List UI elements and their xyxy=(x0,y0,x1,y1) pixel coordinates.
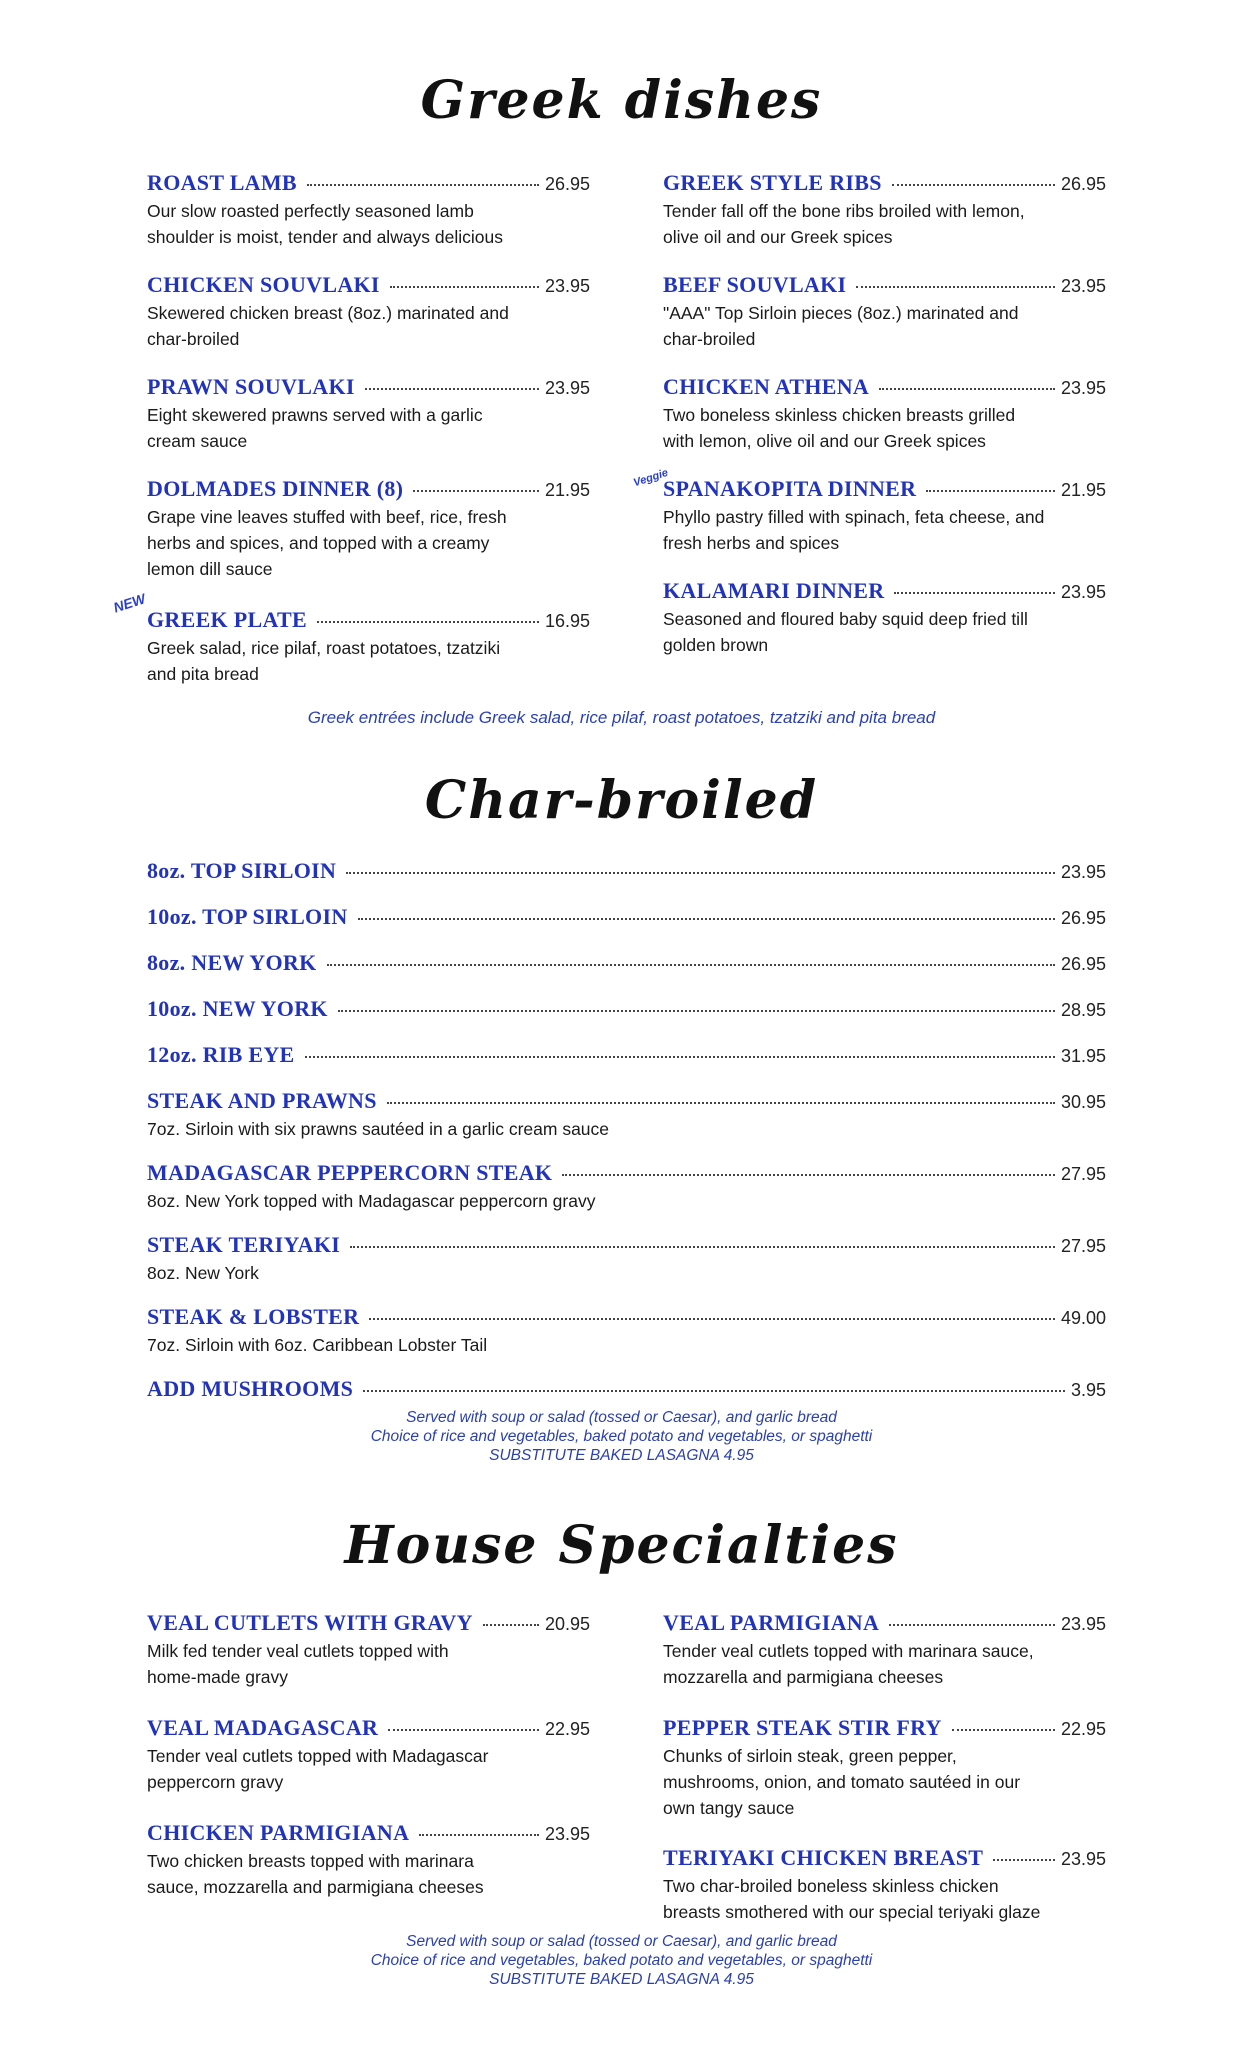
menu-item-price: 26.95 xyxy=(1060,954,1106,974)
dot-leader xyxy=(889,1624,1055,1626)
menu-item-description: 8oz. New York topped with Madagascar peppercorn gravy xyxy=(147,1191,596,1211)
greek-note: Greek entrées include Greek salad, rice pilaf, roast potatoes, tzatziki and pita bread xyxy=(307,708,936,727)
menu-item-header xyxy=(663,272,1106,298)
menu-item xyxy=(147,1088,1106,1142)
menu-item-description: "AAA" Top Sirloin pieces (8oz.) marinated and xyxy=(663,303,1019,323)
menu-item xyxy=(147,996,1106,1022)
dot-leader xyxy=(856,286,1055,288)
menu-item-header xyxy=(147,170,590,196)
menu-item-name: KALAMARI DINNER xyxy=(663,578,885,603)
menu-item-name: CHICKEN PARMIGIANA xyxy=(147,1820,410,1845)
dot-leader xyxy=(419,1834,539,1836)
dot-leader xyxy=(993,1859,1055,1861)
menu-item xyxy=(663,1715,1106,1821)
menu-item xyxy=(147,1820,590,1900)
menu-item-description: cream sauce xyxy=(147,431,248,451)
menu-item-price: 26.95 xyxy=(544,174,590,194)
dot-leader xyxy=(413,490,539,492)
menu-item-description: peppercorn gravy xyxy=(147,1772,284,1792)
menu-item-header xyxy=(663,578,1106,604)
dot-leader xyxy=(338,1010,1055,1012)
menu-item-header xyxy=(663,476,1106,502)
menu-item-price: 27.95 xyxy=(1060,1164,1106,1184)
menu-item-name: 12oz. RIB EYE xyxy=(147,1042,295,1067)
dot-leader xyxy=(369,1318,1055,1320)
menu-item-price: 23.95 xyxy=(544,378,590,398)
menu-item-name: TERIYAKI CHICKEN BREAST xyxy=(663,1845,984,1870)
menu-item-name: 8oz. NEW YORK xyxy=(147,950,317,975)
menu-item xyxy=(147,1304,1106,1358)
dot-leader xyxy=(894,592,1055,594)
menu-item-description: sauce, mozzarella and parmigiana cheeses xyxy=(147,1877,484,1897)
menu-item xyxy=(632,466,1106,556)
menu-item-name: STEAK & LOBSTER xyxy=(147,1304,360,1329)
dot-leader xyxy=(952,1729,1055,1731)
greek-dishes-title: Greek dishes xyxy=(420,70,823,131)
menu-item-header xyxy=(147,374,590,400)
menu-item-header xyxy=(147,1232,1106,1258)
menu-item-description: Two chicken breasts topped with marinara xyxy=(147,1851,474,1871)
dot-leader xyxy=(879,388,1055,390)
menu-item xyxy=(147,950,1106,976)
char-broiled-note: Served with soup or salad (tossed or Caesar), and garlic bread Choice of rice and vegetables, baked potato and vegetables, or spaghetti SUBSTITUTE BAKED LASAGNA 4.95 xyxy=(370,1409,873,1464)
menu-item-header xyxy=(147,1042,1106,1068)
menu-item xyxy=(147,1160,1106,1214)
menu-item-header xyxy=(147,1610,590,1636)
menu-item-description: mushrooms, onion, and tomato sautéed in our xyxy=(663,1772,1021,1792)
menu-item-description: olive oil and our Greek spices xyxy=(663,227,893,247)
menu-item-price: 30.95 xyxy=(1060,1092,1106,1112)
dot-leader xyxy=(363,1390,1065,1392)
menu-item-price: 23.95 xyxy=(544,1824,590,1844)
menu-item-name: 8oz. TOP SIRLOIN xyxy=(147,858,337,883)
menu-item-price: 26.95 xyxy=(1060,174,1106,194)
menu-item-header xyxy=(147,1304,1106,1330)
menu-item-description: Phyllo pastry filled with spinach, feta cheese, and xyxy=(663,507,1045,527)
menu-item-header xyxy=(147,1715,590,1741)
menu-item-description: Greek salad, rice pilaf, roast potatoes, tzatziki xyxy=(147,638,501,658)
menu-item-header xyxy=(147,476,590,502)
menu-item-price: 28.95 xyxy=(1060,1000,1106,1020)
menu-item-name: 10oz. TOP SIRLOIN xyxy=(147,904,348,929)
menu-item-name: PRAWN SOUVLAKI xyxy=(147,374,355,399)
menu-item-description: Seasoned and floured baby squid deep fried till xyxy=(663,609,1028,629)
menu-item xyxy=(147,1715,590,1795)
menu-item-price: 23.95 xyxy=(1060,276,1106,296)
menu-item xyxy=(147,170,590,250)
menu-item-description: shoulder is moist, tender and always delicious xyxy=(147,227,504,247)
menu-item xyxy=(111,590,590,687)
dot-leader xyxy=(483,1624,539,1626)
menu-item-name: SPANAKOPITA DINNER xyxy=(663,476,917,501)
menu-item-description: breasts smothered with our special teriyaki glaze xyxy=(663,1902,1041,1922)
dot-leader xyxy=(307,184,539,186)
menu-item-price: 23.95 xyxy=(1060,582,1106,602)
menu-item-name: VEAL CUTLETS WITH GRAVY xyxy=(147,1610,473,1635)
menu-item-description: Tender veal cutlets topped with Madagascar xyxy=(147,1746,489,1766)
menu-item-header xyxy=(147,1376,1106,1402)
menu-item-description: char-broiled xyxy=(147,329,240,349)
menu-item-description: mozzarella and parmigiana cheeses xyxy=(663,1667,944,1687)
menu-item xyxy=(147,904,1106,930)
menu-item-name: PEPPER STEAK STIR FRY xyxy=(663,1715,942,1740)
menu-item-header xyxy=(663,170,1106,196)
menu-item xyxy=(663,578,1106,658)
menu-item-description: 8oz. New York xyxy=(147,1263,259,1283)
dot-leader xyxy=(562,1174,1055,1176)
menu-item xyxy=(147,1042,1106,1068)
new-badge: NEW xyxy=(111,590,148,616)
dot-leader xyxy=(365,388,539,390)
menu-item-price: 23.95 xyxy=(1060,862,1106,882)
dot-leader xyxy=(327,964,1055,966)
menu-item-description: Two boneless skinless chicken breasts grilled xyxy=(663,405,1016,425)
menu-item-description: Eight skewered prawns served with a garlic xyxy=(147,405,483,425)
menu-item-price: 49.00 xyxy=(1060,1308,1106,1328)
menu-item-name: MADAGASCAR PEPPERCORN STEAK xyxy=(147,1160,553,1185)
menu-item-header xyxy=(147,1160,1106,1186)
dot-leader xyxy=(346,872,1055,874)
menu-item-price: 21.95 xyxy=(544,480,590,500)
menu-item-name: ROAST LAMB xyxy=(147,170,297,195)
dot-leader xyxy=(926,490,1055,492)
menu-item-header xyxy=(663,1715,1106,1741)
menu-item-description: fresh herbs and spices xyxy=(663,533,840,553)
dot-leader xyxy=(892,184,1055,186)
menu-item-header xyxy=(663,1845,1106,1871)
menu-item-name: GREEK STYLE RIBS xyxy=(663,170,882,195)
menu-item-header xyxy=(147,996,1106,1022)
menu-item-name: GREEK PLATE xyxy=(147,607,307,632)
menu-item-name: 10oz. NEW YORK xyxy=(147,996,328,1021)
menu-item-description: Tender veal cutlets topped with marinara sauce, xyxy=(663,1641,1034,1661)
menu-item-price: 22.95 xyxy=(544,1719,590,1739)
menu-item-name: VEAL PARMIGIANA xyxy=(663,1610,880,1635)
menu-item xyxy=(147,858,1106,884)
menu-item-name: STEAK AND PRAWNS xyxy=(147,1088,377,1113)
menu-item-price: 16.95 xyxy=(544,611,590,631)
menu-item-price: 31.95 xyxy=(1060,1046,1106,1066)
menu-item-name: CHICKEN SOUVLAKI xyxy=(147,272,380,297)
menu-item-price: 3.95 xyxy=(1070,1380,1106,1400)
dot-leader xyxy=(305,1056,1055,1058)
menu-item-name: STEAK TERIYAKI xyxy=(147,1232,341,1257)
menu-item-price: 27.95 xyxy=(1060,1236,1106,1256)
menu-item-description: with lemon, olive oil and our Greek spices xyxy=(663,431,986,451)
veggie-badge: Veggie xyxy=(632,466,670,490)
menu-item-name: BEEF SOUVLAKI xyxy=(663,272,847,297)
menu-item-price: 23.95 xyxy=(1060,1849,1106,1869)
menu-item xyxy=(147,476,590,582)
menu-item-name: VEAL MADAGASCAR xyxy=(147,1715,379,1740)
menu-item xyxy=(147,1232,1106,1286)
menu-item-description: Milk fed tender veal cutlets topped with xyxy=(147,1641,449,1661)
dot-leader xyxy=(387,1102,1055,1104)
menu-item-header xyxy=(147,858,1106,884)
dot-leader xyxy=(317,621,539,623)
menu-item-header xyxy=(663,374,1106,400)
menu-item-header xyxy=(147,1088,1106,1114)
dot-leader xyxy=(350,1246,1055,1248)
menu-item-description: own tangy sauce xyxy=(663,1798,795,1818)
menu-item-description: home-made gravy xyxy=(147,1667,289,1687)
house-specialties-title: House Specialties xyxy=(344,1515,899,1576)
menu-item-header xyxy=(147,1820,590,1846)
menu-item xyxy=(663,272,1106,352)
menu-item-header xyxy=(147,904,1106,930)
menu-item-price: 21.95 xyxy=(1060,480,1106,500)
menu-item-description: 7oz. Sirloin with 6oz. Caribbean Lobster Tail xyxy=(147,1335,488,1355)
menu-item-header xyxy=(147,272,590,298)
menu-item-description: Our slow roasted perfectly seasoned lamb xyxy=(147,201,474,221)
menu-item xyxy=(147,1376,1106,1402)
menu-item-header xyxy=(663,1610,1106,1636)
menu-item-header xyxy=(147,607,590,633)
char-broiled-title: Char-broiled xyxy=(424,770,819,831)
dot-leader xyxy=(358,918,1055,920)
menu-item xyxy=(147,1610,590,1690)
menu-item-description: 7oz. Sirloin with six prawns sautéed in a garlic cream sauce xyxy=(147,1119,610,1139)
menu-item xyxy=(663,170,1106,250)
menu-item-description: and pita bread xyxy=(147,664,259,684)
menu-item xyxy=(663,1610,1106,1690)
menu-item-price: 20.95 xyxy=(544,1614,590,1634)
menu-item-price: 23.95 xyxy=(544,276,590,296)
menu-item-description: Chunks of sirloin steak, green pepper, xyxy=(663,1746,957,1766)
menu-item-price: 23.95 xyxy=(1060,378,1106,398)
menu-item-name: CHICKEN ATHENA xyxy=(663,374,870,399)
menu-item-header xyxy=(147,950,1106,976)
dot-leader xyxy=(390,286,539,288)
menu-item-description: Skewered chicken breast (8oz.) marinated and xyxy=(147,303,509,323)
menu-item-price: 22.95 xyxy=(1060,1719,1106,1739)
menu-item-price: 23.95 xyxy=(1060,1614,1106,1634)
menu-item-name: ADD MUSHROOMS xyxy=(147,1376,354,1401)
menu-item xyxy=(147,374,590,454)
menu-item-description: Two char-broiled boneless skinless chicken xyxy=(663,1876,999,1896)
menu-item-description: Tender fall off the bone ribs broiled with lemon, xyxy=(663,201,1025,221)
house-specialties-note: Served with soup or salad (tossed or Caesar), and garlic bread Choice of rice and vegetables, baked potato and vegetables, or spaghetti SUBSTITUTE BAKED LASAGNA 4.95 xyxy=(370,1933,873,1988)
menu-item xyxy=(147,272,590,352)
menu-item-description: Grape vine leaves stuffed with beef, rice, fresh xyxy=(147,507,507,527)
menu-item-name: DOLMADES DINNER (8) xyxy=(147,476,404,501)
menu-item-description: golden brown xyxy=(663,635,769,655)
dot-leader xyxy=(388,1729,539,1731)
menu-item-description: herbs and spices, and topped with a creamy xyxy=(147,533,490,553)
menu-item xyxy=(663,374,1106,454)
menu-item-description: lemon dill sauce xyxy=(147,559,273,579)
menu-item xyxy=(663,1845,1106,1925)
menu-item-description: char-broiled xyxy=(663,329,756,349)
menu-item-price: 26.95 xyxy=(1060,908,1106,928)
